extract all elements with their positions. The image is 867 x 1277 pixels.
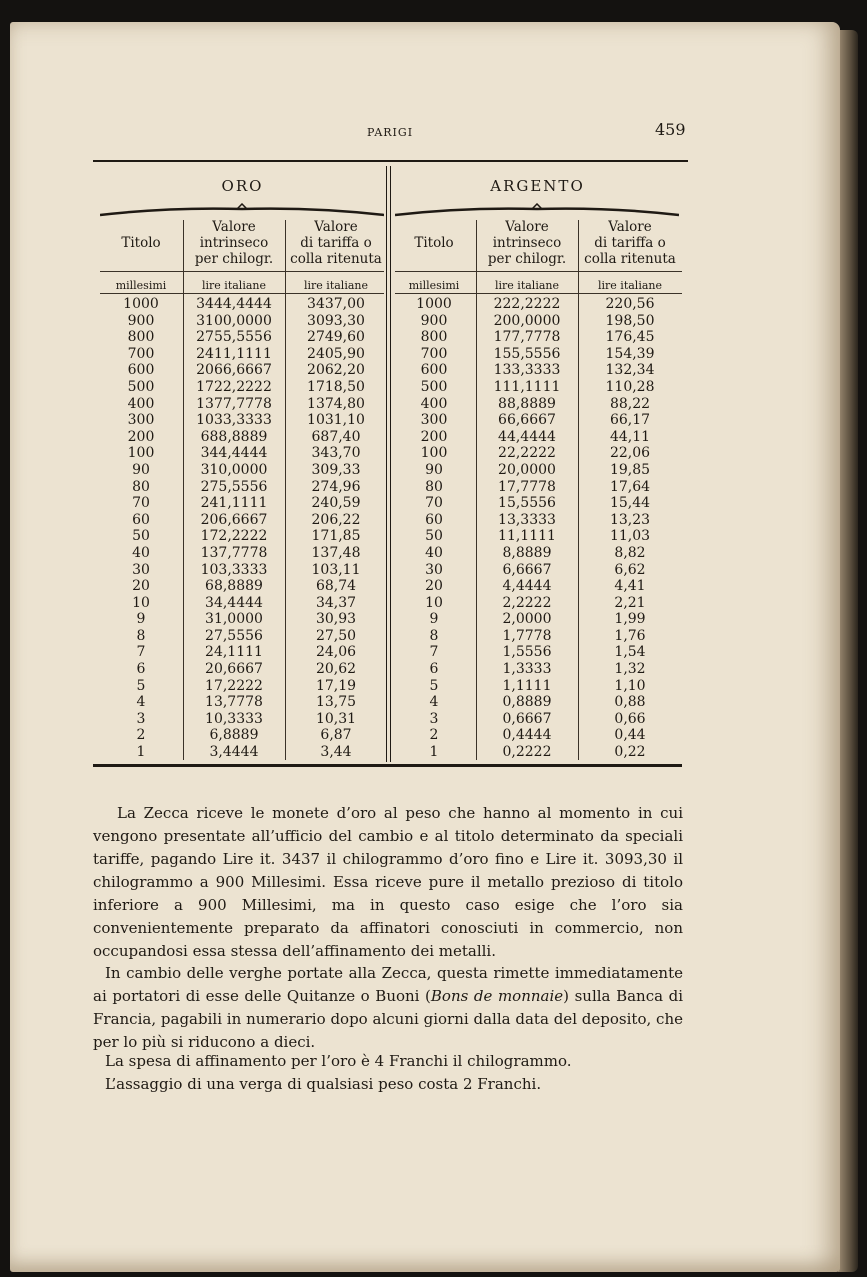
table-cell: 68,74 bbox=[315, 578, 357, 595]
table-cell: 200 bbox=[420, 428, 448, 445]
table-cell: 6,62 bbox=[614, 561, 646, 578]
table-cell: 2405,90 bbox=[307, 345, 365, 362]
table-cell: 274,96 bbox=[311, 478, 361, 495]
table-cell: 80 bbox=[132, 478, 150, 495]
table-cell: 132,34 bbox=[605, 362, 655, 379]
table-cell: 3 bbox=[136, 710, 146, 727]
table-cell: 171,85 bbox=[311, 528, 361, 545]
table-cell: 110,28 bbox=[605, 378, 655, 395]
table-cell: 34,37 bbox=[315, 594, 357, 611]
table-cell: 20 bbox=[132, 578, 150, 595]
running-header: PARIGI bbox=[366, 126, 414, 139]
table-double-rule-right bbox=[390, 166, 391, 762]
table-cell: 60 bbox=[132, 511, 150, 528]
table-cell: 2749,60 bbox=[307, 329, 365, 346]
table-cell: 15,44 bbox=[609, 495, 651, 512]
table-cell: 30,93 bbox=[315, 611, 357, 628]
table-cell: 3093,30 bbox=[307, 312, 365, 329]
table-cell: 8,8889 bbox=[502, 544, 552, 561]
silver-units-rule bbox=[395, 293, 682, 294]
table-cell: 1,32 bbox=[614, 661, 646, 678]
table-cell: 20 bbox=[425, 578, 443, 595]
gold-units-rule bbox=[100, 293, 384, 294]
table-cell: 3,44 bbox=[320, 744, 352, 761]
table-cell: 6 bbox=[136, 661, 146, 678]
table-cell: 2,2222 bbox=[502, 594, 552, 611]
table-cell: 600 bbox=[127, 362, 155, 379]
table-cell: 206,6667 bbox=[200, 511, 268, 528]
table-cell: 1,76 bbox=[614, 627, 646, 644]
table-cell: 133,3333 bbox=[493, 362, 561, 379]
table-cell: 137,48 bbox=[311, 544, 361, 561]
table-cell: 1000 bbox=[123, 296, 159, 312]
table-cell: 300 bbox=[127, 412, 155, 429]
table-cell: 20,0000 bbox=[498, 461, 556, 478]
table-cell: 90 bbox=[132, 461, 150, 478]
table-cell: 241,1111 bbox=[200, 495, 268, 512]
table-cell: 31,0000 bbox=[205, 611, 263, 628]
silver-tariffa-unit: lire italiane bbox=[598, 279, 662, 292]
table-cell: 275,5556 bbox=[200, 478, 268, 495]
table-cell: 0,44 bbox=[614, 727, 646, 744]
table-cell: 1 bbox=[136, 744, 146, 761]
table-cell: 1,7778 bbox=[502, 627, 552, 644]
gold-intrinseco-header: Valore intrinseco per chilogr. bbox=[194, 219, 274, 267]
table-cell: 0,2222 bbox=[502, 744, 552, 761]
gold-tariffa-column bbox=[286, 296, 386, 761]
table-cell: 1,3333 bbox=[502, 661, 552, 678]
silver-intrinseco-header: Valore intrinseco per chilogr. bbox=[487, 219, 567, 267]
table-cell: 70 bbox=[132, 495, 150, 512]
table-cell: 3 bbox=[429, 710, 439, 727]
gold-brace bbox=[100, 203, 384, 217]
table-cell: 44,11 bbox=[609, 428, 651, 445]
silver-tariffa-header: Valore di tariffa o colla ritenuta bbox=[584, 219, 676, 267]
gold-tariffa-header: Valore di tariffa o colla ritenuta bbox=[290, 219, 382, 267]
table-cell: 1,1111 bbox=[502, 677, 552, 694]
table-cell: 103,11 bbox=[311, 561, 361, 578]
table-cell: 17,64 bbox=[609, 478, 651, 495]
table-cell: 0,88 bbox=[614, 694, 646, 711]
table-cell: 137,7778 bbox=[200, 544, 268, 561]
table-cell: 206,22 bbox=[311, 511, 361, 528]
table-cell: 1033,3333 bbox=[196, 412, 272, 429]
table-cell: 309,33 bbox=[311, 461, 361, 478]
table-cell: 103,3333 bbox=[200, 561, 268, 578]
table-cell: 600 bbox=[420, 362, 448, 379]
table-cell: 1 bbox=[429, 744, 439, 761]
paragraph-assaggio: L’assaggio di una verga di qualsiasi peso costa 2 Franchi. bbox=[105, 1075, 542, 1093]
table-cell: 310,0000 bbox=[200, 461, 268, 478]
table-cell: 34,4444 bbox=[205, 594, 263, 611]
table-cell: 176,45 bbox=[605, 329, 655, 346]
table-cell: 155,5556 bbox=[493, 345, 561, 362]
table-cell: 30 bbox=[425, 561, 443, 578]
table-cell: 2 bbox=[429, 727, 439, 744]
table-cell: 27,50 bbox=[315, 627, 357, 644]
table-cell: 500 bbox=[420, 378, 448, 395]
silver-header-rule bbox=[395, 271, 682, 272]
silver-intrinseco-unit: lire italiane bbox=[495, 279, 559, 292]
table-cell: 1,5556 bbox=[502, 644, 552, 661]
table-cell: 800 bbox=[420, 329, 448, 346]
table-bottom-rule bbox=[93, 764, 682, 767]
table-cell: 2411,1111 bbox=[196, 345, 272, 362]
table-cell: 17,2222 bbox=[205, 677, 263, 694]
table-cell: 15,5556 bbox=[498, 495, 556, 512]
table-cell: 19,85 bbox=[609, 461, 651, 478]
table-cell: 700 bbox=[127, 345, 155, 362]
table-cell: 800 bbox=[127, 329, 155, 346]
table-cell: 7 bbox=[136, 644, 146, 661]
table-cell: 8 bbox=[429, 627, 439, 644]
table-cell: 88,22 bbox=[609, 395, 651, 412]
table-cell: 400 bbox=[420, 395, 448, 412]
table-cell: 27,5556 bbox=[205, 627, 263, 644]
paragraph-verghe: In cambio delle verghe portate alla Zecca, questa rimette immediatamente ai portatori di esse delle Quitanze o Buoni (Bons de monnaie) sulla Banca di Francia, pagabili in numerario dopo alcuni giorni dalla data del deposito, che per lo più si riducono a dieci. bbox=[93, 964, 684, 1051]
table-cell: 198,50 bbox=[605, 312, 655, 329]
table-cell: 0,8889 bbox=[502, 694, 552, 711]
table-cell: 13,23 bbox=[609, 511, 651, 528]
table-cell: 100 bbox=[420, 445, 448, 462]
table-cell: 60 bbox=[425, 511, 443, 528]
silver-titolo-unit: millesimi bbox=[408, 279, 460, 292]
table-cell: 24,1111 bbox=[205, 644, 263, 661]
table-cell: 172,2222 bbox=[200, 528, 268, 545]
table-cell: 4,4444 bbox=[502, 578, 552, 595]
table-cell: 7 bbox=[429, 644, 439, 661]
table-cell: 40 bbox=[132, 544, 150, 561]
table-cell: 688,8889 bbox=[200, 428, 268, 445]
table-cell: 1,99 bbox=[614, 611, 646, 628]
table-cell: 2062,20 bbox=[307, 362, 365, 379]
table-cell: 9 bbox=[136, 611, 146, 628]
table-cell: 24,06 bbox=[315, 644, 357, 661]
table-cell: 66,17 bbox=[609, 412, 651, 429]
table-cell: 900 bbox=[420, 312, 448, 329]
table-cell: 3100,0000 bbox=[196, 312, 272, 329]
table-cell: 3,4444 bbox=[209, 744, 259, 761]
table-cell: 0,6667 bbox=[502, 710, 552, 727]
table-cell: 13,7778 bbox=[205, 694, 263, 711]
table-cell: 2,21 bbox=[614, 594, 646, 611]
table-cell: 10 bbox=[132, 594, 150, 611]
gold-intrinseco-column bbox=[184, 296, 284, 761]
table-cell: 13,75 bbox=[315, 694, 357, 711]
table-cell: 13,3333 bbox=[498, 511, 556, 528]
gold-titolo-header: Titolo bbox=[121, 235, 161, 251]
table-cell: 700 bbox=[420, 345, 448, 362]
gold-titolo-column bbox=[100, 296, 182, 761]
table-cell: 500 bbox=[127, 378, 155, 395]
table-cell: 900 bbox=[127, 312, 155, 329]
table-cell: 111,1111 bbox=[493, 378, 561, 395]
table-cell: 220,56 bbox=[605, 296, 655, 312]
table-cell: 5 bbox=[136, 677, 146, 694]
table-cell: 10,3333 bbox=[205, 710, 263, 727]
table-cell: 0,66 bbox=[614, 710, 646, 727]
table-cell: 1000 bbox=[416, 296, 452, 312]
table-cell: 2066,6667 bbox=[196, 362, 272, 379]
table-cell: 90 bbox=[425, 461, 443, 478]
table-cell: 8,82 bbox=[614, 544, 646, 561]
table-cell: 20,62 bbox=[315, 661, 357, 678]
table-cell: 22,06 bbox=[609, 445, 651, 462]
table-cell: 1718,50 bbox=[307, 378, 365, 395]
table-cell: 4,41 bbox=[614, 578, 646, 595]
table-cell: 1,10 bbox=[614, 677, 646, 694]
table-cell: 4 bbox=[136, 694, 146, 711]
paragraph-zecca: La Zecca riceve le monete d’oro al peso che hanno al momento in cui vengono presentate all’ufficio del cambio e al titolo determinato da speciali tariffe, pagando Lire it. 3437 il chilogrammo d’oro fino e Lire it. 3093,30 il chilogrammo a 900 Millesimi. Essa riceve pure il metallo prezioso di titolo inferiore a 900 Millesimi, ma in questo caso esige che l’oro sia convenientemente preparato da affinatori conosciuti in commercio, non occupandosi essa stessa dell’affinamento dei metalli. bbox=[93, 804, 683, 960]
table-cell: 3444,4444 bbox=[196, 296, 272, 312]
table-double-rule-left bbox=[386, 166, 387, 762]
table-cell: 240,59 bbox=[311, 495, 361, 512]
table-cell: 3437,00 bbox=[307, 296, 365, 312]
table-cell: 6,87 bbox=[320, 727, 352, 744]
table-cell: 1722,2222 bbox=[196, 378, 272, 395]
table-cell: 17,7778 bbox=[498, 478, 556, 495]
table-cell: 6,6667 bbox=[502, 561, 552, 578]
table-cell: 2,0000 bbox=[502, 611, 552, 628]
gold-tariffa-unit: lire italiane bbox=[304, 279, 368, 292]
table-cell: 80 bbox=[425, 478, 443, 495]
table-cell: 2 bbox=[136, 727, 146, 744]
table-cell: 0,22 bbox=[614, 744, 646, 761]
gold-titolo-unit: millesimi bbox=[115, 279, 167, 292]
table-cell: 1031,10 bbox=[307, 412, 365, 429]
silver-titolo-column bbox=[393, 296, 475, 761]
table-cell: 177,7778 bbox=[493, 329, 561, 346]
table-cell: 1377,7778 bbox=[196, 395, 272, 412]
table-cell: 70 bbox=[425, 495, 443, 512]
silver-intrinseco-column bbox=[477, 296, 577, 761]
silver-titolo-header: Titolo bbox=[414, 235, 454, 251]
table-cell: 343,70 bbox=[311, 445, 361, 462]
gold-intrinseco-unit: lire italiane bbox=[202, 279, 266, 292]
table-cell: 2755,5556 bbox=[196, 329, 272, 346]
table-cell: 44,4444 bbox=[498, 428, 556, 445]
gold-header-rule bbox=[100, 271, 384, 272]
table-cell: 50 bbox=[425, 528, 443, 545]
table-cell: 50 bbox=[132, 528, 150, 545]
table-cell: 17,19 bbox=[315, 677, 357, 694]
table-top-rule bbox=[93, 160, 688, 162]
page-number: 459 bbox=[655, 120, 686, 139]
table-cell: 100 bbox=[127, 445, 155, 462]
table-cell: 30 bbox=[132, 561, 150, 578]
table-cell: 68,8889 bbox=[205, 578, 263, 595]
gold-group-heading: ORO bbox=[221, 177, 264, 195]
table-cell: 1374,80 bbox=[307, 395, 365, 412]
table-cell: 9 bbox=[429, 611, 439, 628]
table-cell: 11,1111 bbox=[498, 528, 556, 545]
silver-tariffa-column bbox=[579, 296, 681, 761]
table-cell: 66,6667 bbox=[498, 412, 556, 429]
table-cell: 200,0000 bbox=[493, 312, 561, 329]
table-cell: 300 bbox=[420, 412, 448, 429]
table-cell: 222,2222 bbox=[493, 296, 561, 312]
paragraph-affinamento: La spesa di affinamento per l’oro è 4 Franchi il chilogrammo. bbox=[105, 1052, 572, 1070]
table-cell: 20,6667 bbox=[205, 661, 263, 678]
table-cell: 687,40 bbox=[311, 428, 361, 445]
book-page-edge bbox=[838, 30, 858, 1272]
table-cell: 22,2222 bbox=[498, 445, 556, 462]
table-cell: 154,39 bbox=[605, 345, 655, 362]
table-cell: 8 bbox=[136, 627, 146, 644]
table-cell: 11,03 bbox=[609, 528, 651, 545]
table-cell: 10 bbox=[425, 594, 443, 611]
table-cell: 4 bbox=[429, 694, 439, 711]
table-cell: 0,4444 bbox=[502, 727, 552, 744]
table-cell: 5 bbox=[429, 677, 439, 694]
silver-brace bbox=[395, 203, 679, 217]
table-cell: 400 bbox=[127, 395, 155, 412]
table-cell: 6,8889 bbox=[209, 727, 259, 744]
table-cell: 6 bbox=[429, 661, 439, 678]
table-cell: 88,8889 bbox=[498, 395, 556, 412]
table-cell: 344,4444 bbox=[200, 445, 268, 462]
table-cell: 10,31 bbox=[315, 710, 357, 727]
table-cell: 1,54 bbox=[614, 644, 646, 661]
silver-group-heading: ARGENTO bbox=[490, 177, 585, 195]
table-cell: 40 bbox=[425, 544, 443, 561]
table-cell: 200 bbox=[127, 428, 155, 445]
